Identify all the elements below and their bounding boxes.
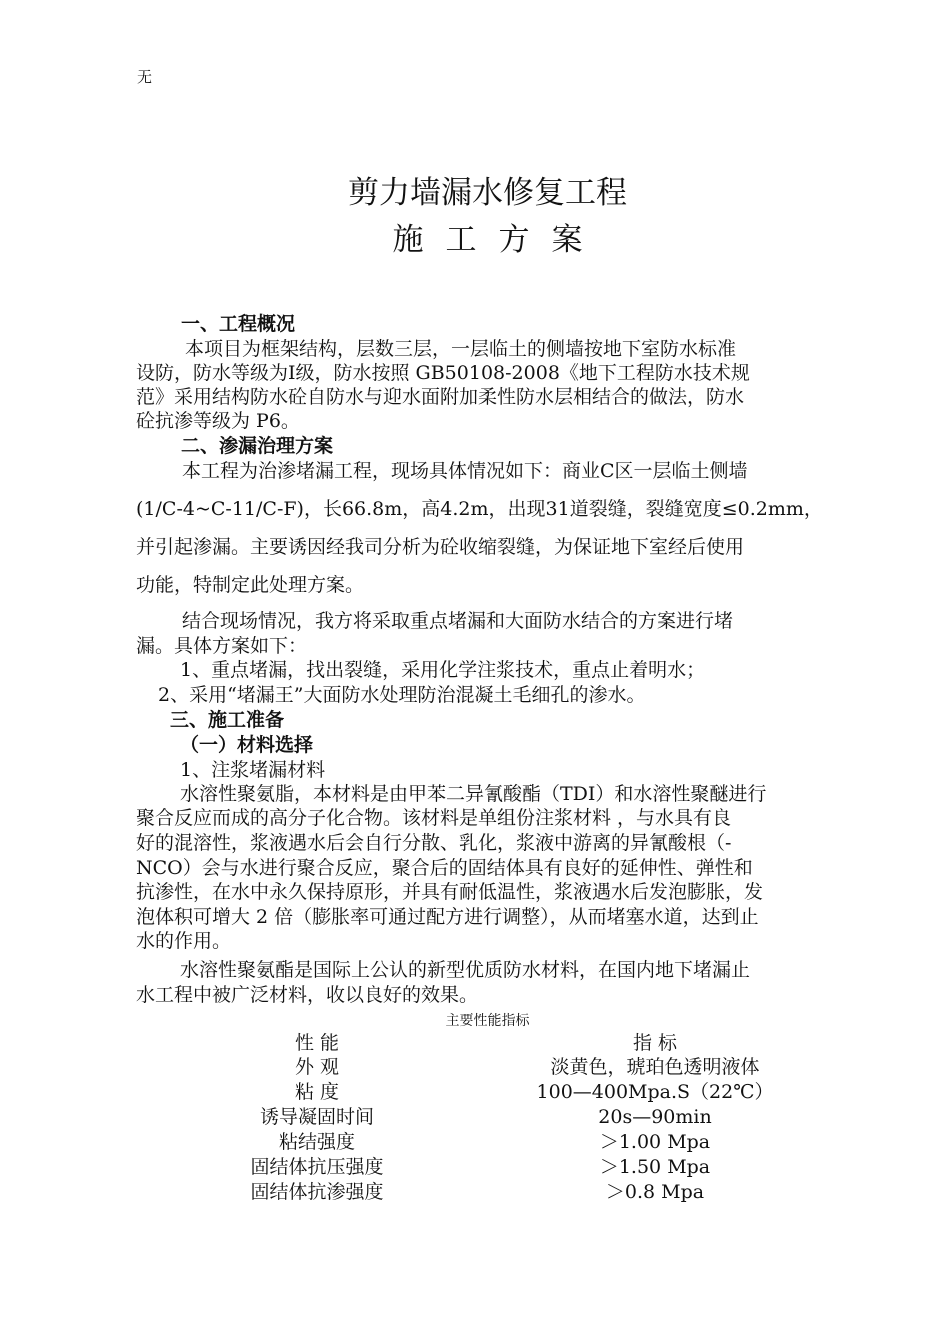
paragraph-line: 漏。具体方案如下： [136,635,308,657]
list-item: 1、注浆堵漏材料 [180,759,326,781]
table-header-cell: 指 标 [632,1032,678,1054]
table-cell: 外 观 [294,1056,340,1078]
paragraph-line: 范》采用结构防水砼自防水与迎水面附加柔性防水层相结合的做法，防水 [136,386,745,408]
paragraph-line: 好的混溶性，浆液遇水后会自行分散、乳化，浆液中游离的异氰酸根（- [136,832,732,854]
document-subtitle: 施工方案 [392,222,605,258]
table-cell: 粘 度 [294,1081,340,1103]
paragraph-line: 结合现场情况，我方将采取重点堵漏和大面防水结合的方案进行堵 [182,610,734,632]
list-item: 2、采用“堵漏王”大面防水处理防治混凝土毛细孔的渗水。 [158,684,646,706]
paragraph-line: 并引起渗漏。主要诱因经我司分析为砼收缩裂缝，为保证地下室经后使用 [136,536,745,558]
section-heading-preparation: 三、施工准备 [170,709,285,731]
paragraph-line: 水溶性聚氨酯是国际上公认的新型优质防水材料，在国内地下堵漏止 [180,959,751,981]
table-caption: 主要性能指标 [445,1013,530,1029]
paragraph-line: 水工程中被广泛材料，收以良好的效果。 [136,984,479,1006]
paragraph-line: 本工程为治渗堵漏工程，现场具体情况如下：商业C区一层临土侧墙 [182,460,748,482]
paragraph-line: 水的作用。 [136,930,232,952]
paragraph-line: 设防，防水等级为Ⅰ级，防水按照 GB50108-2008《地下工程防水技术规 [136,362,750,384]
subsection-heading: （一）材料选择 [180,734,314,756]
paragraph-line: 抗渗性，在水中永久保持原形，并具有耐低温性，浆液遇水后发泡膨胀，发 [136,881,764,903]
paragraph-line: 水溶性聚氨脂，本材料是由甲苯二异氰酸酯（TDI）和水溶性聚醚进行 [180,783,767,805]
table-header-cell: 性 能 [294,1032,340,1054]
table-cell: ＞0.8 Mpa [605,1181,705,1203]
table-cell: ＞1.50 Mpa [599,1156,711,1178]
list-item: 1、重点堵漏，找出裂缝，采用化学注浆技术，重点止着明水； [180,659,706,681]
paragraph-line: 本项目为框架结构，层数三层，一层临土的侧墙按地下室防水标准 [185,338,737,360]
paragraph-line: 聚合反应而成的高分子化合物。该材料是单组份注浆材料 ，与水具有良 [136,807,732,829]
section-heading-treatment: 二、渗漏治理方案 [181,435,334,457]
table-cell: 20s—90min [598,1106,712,1128]
document-title: 剪力墙漏水修复工程 [348,175,627,211]
table-cell: 100—400Mpa.S（22℃） [536,1081,774,1103]
table-cell: 固结体抗渗强度 [250,1181,384,1203]
table-cell: 固结体抗压强度 [250,1156,384,1178]
table-cell: ＞1.00 Mpa [599,1131,711,1153]
table-cell: 诱导凝固时间 [259,1106,374,1128]
section-heading-overview: 一、工程概况 [181,313,296,335]
paragraph-line: 砼抗渗等级为 P6。 [136,410,300,432]
paragraph-line: NCO）会与水进行聚合反应，聚合后的固结体具有良好的延伸性、弹性和 [136,857,753,879]
paragraph-line: 泡体积可增大 2 倍（膨胀率可通过配方进行调整），从而堵塞水道，达到止 [136,906,759,928]
paragraph-line: 功能，特制定此处理方案。 [136,574,365,596]
table-cell: 粘结强度 [278,1131,355,1153]
paragraph-line: (1/C-4~C-11/C-F)，长66.8m，高4.2m，出现31道裂缝，裂缝宽度≤0.2mm， [136,498,823,520]
table-cell: 淡黄色，琥珀色透明液体 [550,1056,760,1078]
page-header: 无 [137,68,153,86]
